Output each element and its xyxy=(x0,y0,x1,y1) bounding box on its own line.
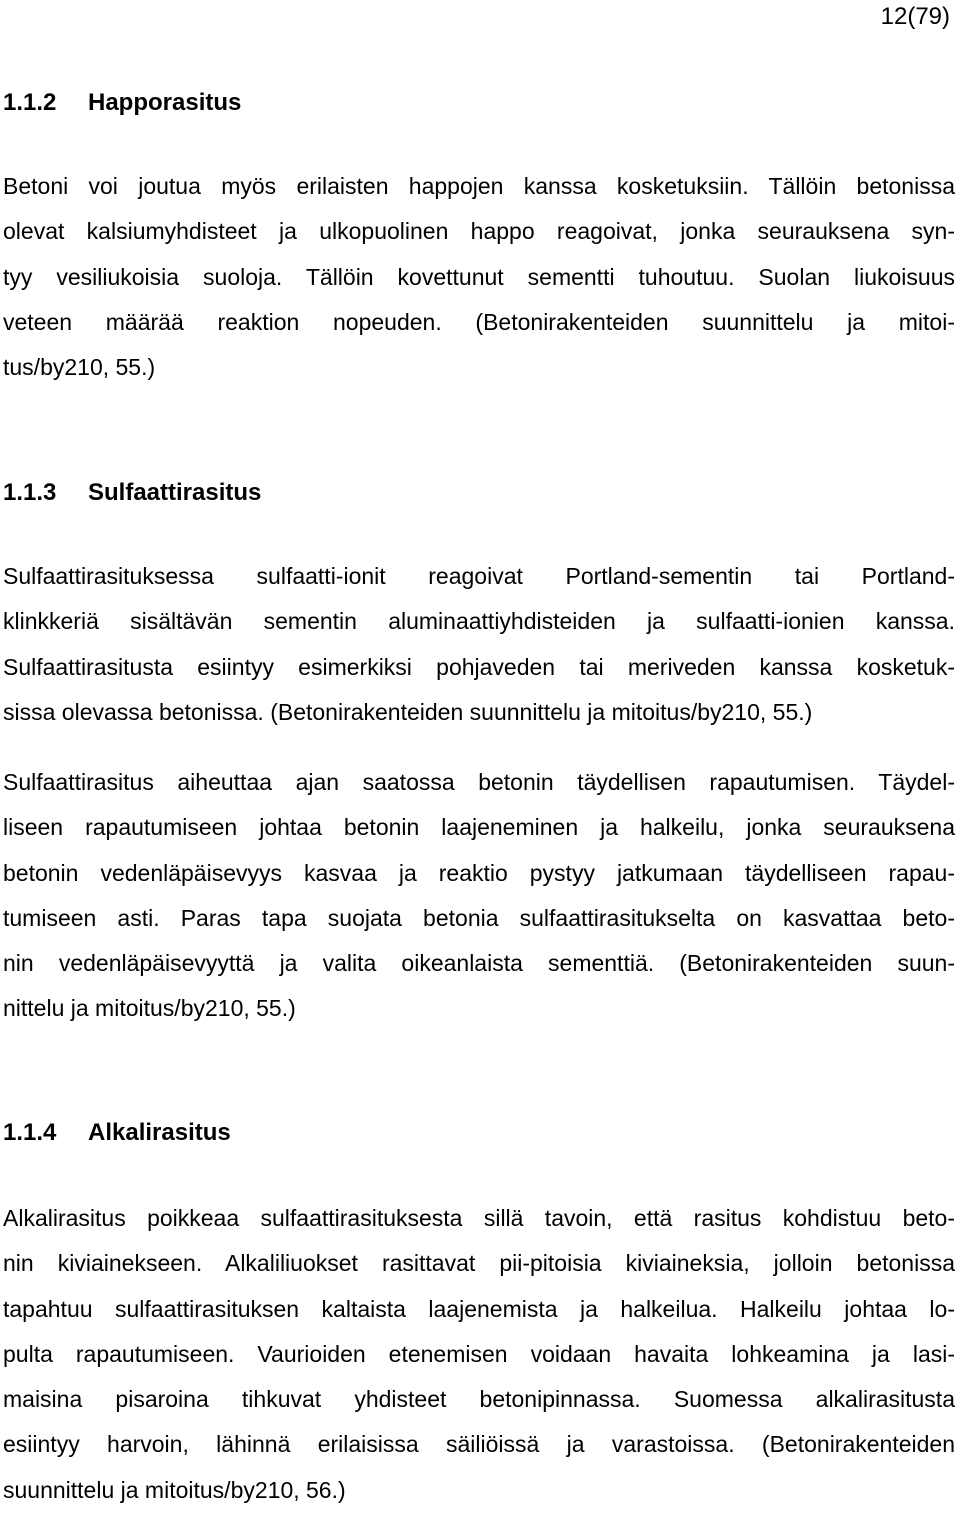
paragraph-happorasitus xyxy=(3,164,955,390)
text-line: Betoni voi joutua myös erilaisten happojen kanssa kosketuksiin. Tällöin betonissa xyxy=(3,173,955,199)
text-line: nin vedenläpäisevyyttä ja valita oikeanlaista sementtiä. (Betonirakenteiden suun- xyxy=(3,950,955,977)
section-number: 1.1.4 xyxy=(3,1119,57,1146)
text-line: nin kiviainekseen. Alkaliliuokset rasittavat pii-pitoisia kiviaineksia, jolloin betonissa xyxy=(3,1250,955,1277)
paragraph-sulfaattirasitus-1 xyxy=(3,554,955,735)
text-line: tumiseen asti. Paras tapa suojata betonia sulfaattirasitukselta on kasvattaa beto- xyxy=(3,904,955,931)
section-heading-alkalirasitus xyxy=(3,1116,231,1150)
section-heading-sulfaattirasitus xyxy=(3,476,261,510)
text-line: Alkalirasitus poikkeaa sulfaattirasituksesta sillä tavoin, että rasitus kohdistuu beto- xyxy=(3,1205,955,1231)
text-line: tus/by210, 55.) xyxy=(3,354,156,381)
text-line: tyy vesiliukoisia suoloja. Tällöin kovettunut sementti tuhoutuu. Suolan liukoisuus xyxy=(3,263,955,290)
paragraph-alkalirasitus xyxy=(3,1196,955,1513)
text-line: nittelu ja mitoitus/by210, 55.) xyxy=(3,995,296,1022)
text-line: Sulfaattirasitusta esiintyy esimerkiksi pohjaveden tai meriveden kanssa kosketuk- xyxy=(3,653,955,680)
text-line: pulta rapautumiseen. Vaurioiden etenemisen voidaan havaita lohkeamina ja lasi- xyxy=(3,1340,955,1367)
text-line: klinkkeriä sisältävän sementin aluminaattiyhdisteiden ja sulfaatti-ionien kanssa. xyxy=(3,608,955,635)
section-title: Sulfaattirasitus xyxy=(88,479,262,506)
section-title: Alkalirasitus xyxy=(88,1119,231,1146)
text-line: sissa olevassa betonissa. (Betonirakenteiden suunnittelu ja mitoitus/by210, 55.) xyxy=(3,698,813,725)
text-line: Sulfaattirasitus aiheuttaa ajan saatossa betonin täydellisen rapautumisen. Täydel- xyxy=(3,769,955,795)
section-number: 1.1.2 xyxy=(3,89,57,116)
text-line: suunnittelu ja mitoitus/by210, 56.) xyxy=(3,1476,346,1503)
text-line: maisina pisaroina tihkuvat yhdisteet betonipinnassa. Suomessa alkalirasitusta xyxy=(3,1386,955,1413)
text-line: tapahtuu sulfaattirasituksen kaltaista laajenemista ja halkeilua. Halkeilu johtaa lo- xyxy=(3,1295,955,1322)
section-title: Happorasitus xyxy=(88,89,242,116)
text-line: liseen rapautumiseen johtaa betonin laajeneminen ja halkeilu, jonka seurauksena xyxy=(3,814,955,841)
section-number: 1.1.3 xyxy=(3,479,57,506)
section-heading-happorasitus xyxy=(3,86,241,120)
text-line: olevat kalsiumyhdisteet ja ulkopuolinen happo reagoivat, jonka seurauksena syn- xyxy=(3,218,955,245)
text-line: betonin vedenläpäisevyys kasvaa ja reaktio pystyy jatkumaan täydelliseen rapau- xyxy=(3,859,955,886)
text-line: esiintyy harvoin, lähinnä erilaisissa säiliöissä ja varastoissa. (Betonirakenteiden xyxy=(3,1431,955,1458)
text-line: veteen määrää reaktion nopeuden. (Betonirakenteiden suunnittelu ja mitoi- xyxy=(3,308,955,335)
paragraph-sulfaattirasitus-2 xyxy=(3,760,955,1032)
text-line: Sulfaattirasituksessa sulfaatti-ionit reagoivat Portland-sementin tai Portland- xyxy=(3,563,955,589)
page-number: 12(79) xyxy=(880,3,950,30)
